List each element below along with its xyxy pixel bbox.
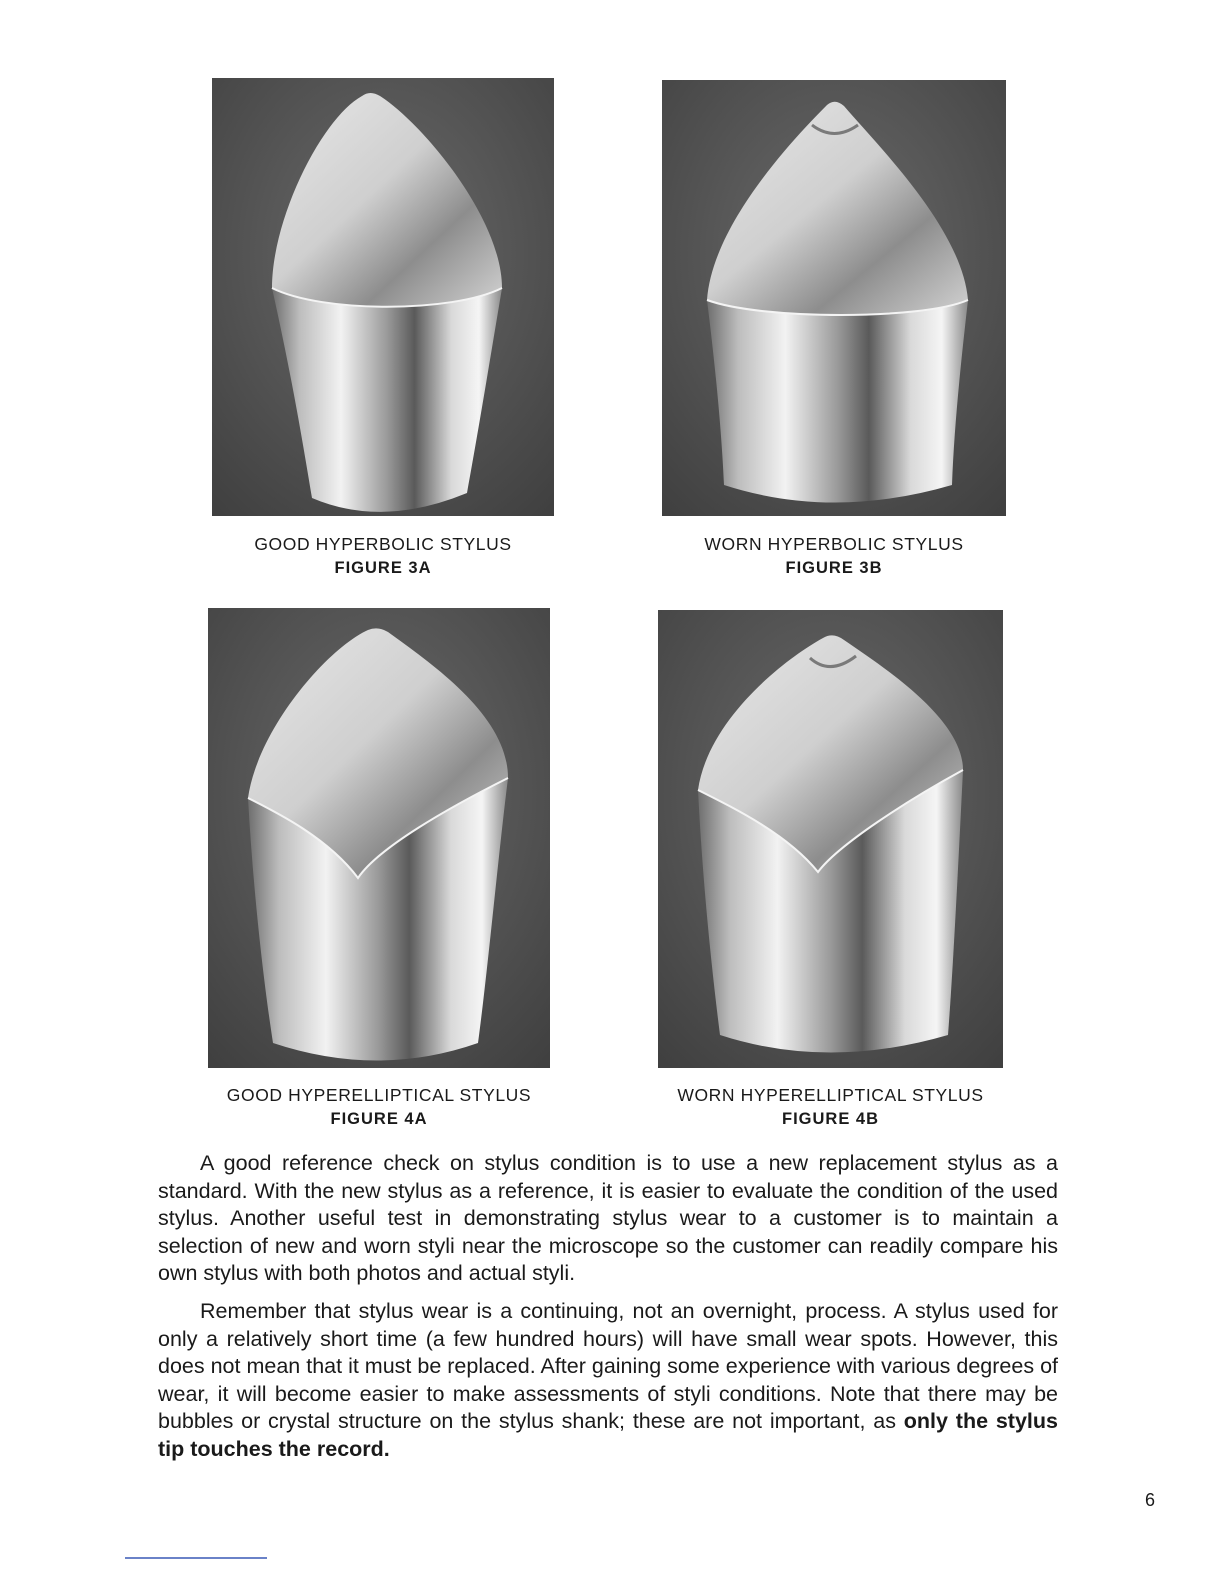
figure-caption-text: WORN HYPERELLIPTICAL STYLUS xyxy=(677,1085,984,1105)
figure-3b-photo xyxy=(662,80,1006,516)
page-number: 6 xyxy=(1145,1490,1156,1510)
figure-label: FIGURE 4A xyxy=(330,1110,428,1128)
paragraph-2 xyxy=(158,1298,1058,1464)
figure-3a-caption xyxy=(212,532,554,580)
paragraph-2-text: Remember that stylus wear is a continuing, not an overnight, process. A stylus used for only a relatively short time (a few hundred hours) will have small wear spots. However, this does not mean that it must be replaced. After gaining some experience with various degrees of wear, it will become easier to make assessments of styli conditions. Note that there may be bubbles or crystal structure on the stylus shank; these are not important, as xyxy=(158,1298,1058,1434)
paragraph-1: A good reference check on stylus condition is to use a new replacement stylus as a standard. With the new stylus as a reference, it is easier to evaluate the condition of the used stylus. Another useful test in demonstrating stylus wear to a customer is to maintain a selection of new and worn styli near the microscope so the customer can readily compare his own stylus with both photos and actual styli. xyxy=(158,1151,1058,1286)
figure-label: FIGURE 4B xyxy=(781,1110,879,1128)
figure-4a-photo xyxy=(208,608,550,1068)
footer-rule xyxy=(125,1557,267,1559)
paragraph-2-bold-text: only the stylus tip touches the record. xyxy=(158,1409,1058,1461)
figure-4b-photo xyxy=(658,610,1003,1068)
figure-caption-text: WORN HYPERBOLIC STYLUS xyxy=(704,534,964,554)
figure-caption-text: GOOD HYPERELLIPTICAL STYLUS xyxy=(226,1085,532,1105)
figure-label: FIGURE 3B xyxy=(785,559,883,577)
figure-3a-photo xyxy=(212,78,554,516)
body-text xyxy=(158,1150,1058,1474)
figure-4b-caption xyxy=(658,1083,1003,1131)
figure-caption-text: GOOD HYPERBOLIC STYLUS xyxy=(254,534,512,554)
figure-4a-caption xyxy=(208,1083,550,1131)
figure-label: FIGURE 3A xyxy=(334,559,432,577)
figure-3b-caption xyxy=(662,532,1006,580)
